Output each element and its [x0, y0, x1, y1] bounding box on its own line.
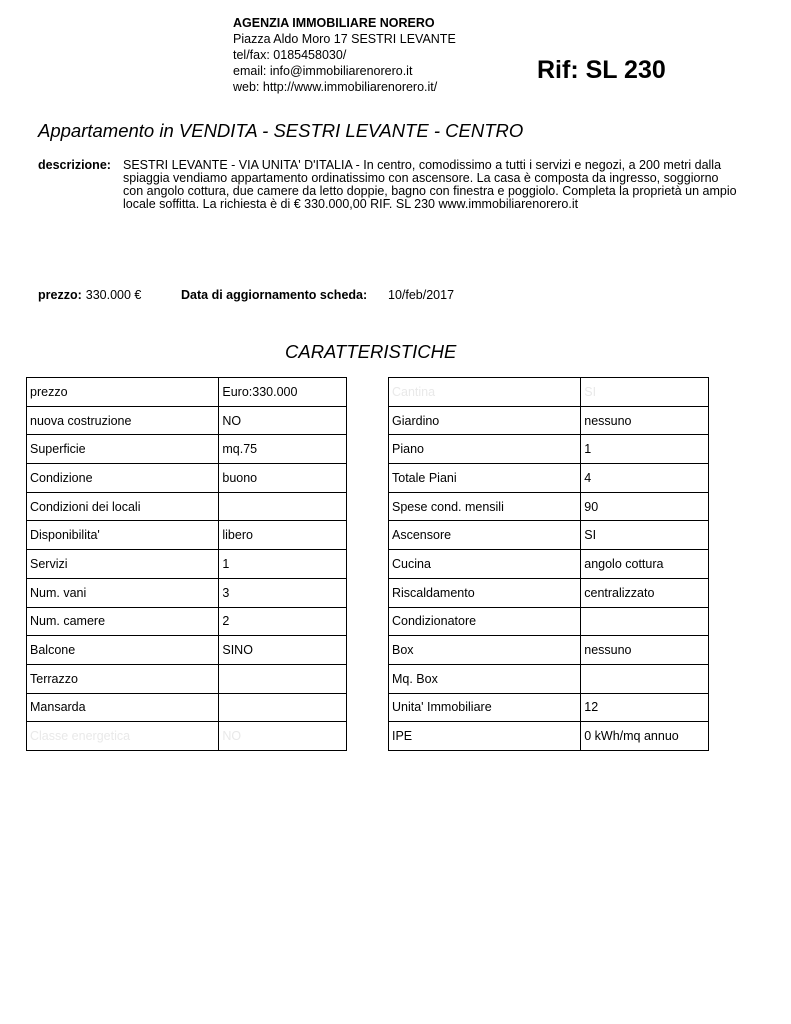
feature-key: Disponibilita' — [27, 521, 219, 550]
feature-key: Mq. Box — [389, 664, 581, 693]
agency-phone: tel/fax: 0185458030/ — [233, 48, 347, 62]
feature-row — [389, 693, 709, 722]
feature-key: Unita' Immobiliare — [389, 693, 581, 722]
feature-value: libero — [219, 521, 347, 550]
feature-value — [581, 607, 709, 636]
update-date-value: 10/feb/2017 — [388, 288, 455, 302]
feature-value — [581, 664, 709, 693]
feature-row — [27, 636, 347, 665]
feature-key: Balcone — [27, 636, 219, 665]
feature-key: Num. camere — [27, 607, 219, 636]
feature-row — [27, 492, 347, 521]
feature-row — [389, 607, 709, 636]
agency-name: AGENZIA IMMOBILIARE NORERO — [233, 16, 435, 30]
feature-row — [27, 435, 347, 464]
feature-value: NO — [219, 406, 347, 435]
feature-key: Spese cond. mensili — [389, 492, 581, 521]
feature-value: angolo cottura — [581, 550, 709, 579]
feature-key: Mansarda — [27, 693, 219, 722]
feature-key: Condizioni dei locali — [27, 492, 219, 521]
feature-row — [27, 464, 347, 493]
feature-value: nessuno — [581, 406, 709, 435]
feature-value — [219, 664, 347, 693]
feature-value: 1 — [581, 435, 709, 464]
feature-value: mq.75 — [219, 435, 347, 464]
feature-key: Cantina — [389, 378, 581, 407]
feature-row — [389, 578, 709, 607]
feature-row — [27, 521, 347, 550]
agency-email: email: info@immobiliarenorero.it — [233, 64, 413, 78]
feature-row — [27, 378, 347, 407]
feature-value — [219, 492, 347, 521]
feature-value: 0 kWh/mq annuo — [581, 722, 709, 751]
feature-value: 2 — [219, 607, 347, 636]
feature-key: Condizionatore — [389, 607, 581, 636]
feature-row — [389, 406, 709, 435]
feature-row — [389, 664, 709, 693]
feature-value: buono — [219, 464, 347, 493]
feature-value: Euro:330.000 — [219, 378, 347, 407]
update-date-label: Data di aggiornamento scheda: — [181, 288, 368, 302]
description-label: descrizione: — [38, 158, 111, 172]
features-table-right — [388, 377, 709, 751]
feature-row — [27, 578, 347, 607]
feature-value: SINO — [219, 636, 347, 665]
reference-code: Rif: SL 230 — [537, 56, 666, 84]
description-line: spiaggia vendiamo appartamento ordinatissimo con ascensore. La casa è composta da ingresso, soggiorno — [123, 171, 719, 185]
feature-key: Num. vani — [27, 578, 219, 607]
feature-value: centralizzato — [581, 578, 709, 607]
feature-row — [27, 664, 347, 693]
feature-row — [389, 378, 709, 407]
feature-value: 12 — [581, 693, 709, 722]
feature-key: Ascensore — [389, 521, 581, 550]
feature-key: Servizi — [27, 550, 219, 579]
feature-value: SI — [581, 521, 709, 550]
section-title: CARATTERISTICHE — [285, 341, 457, 362]
feature-value: NO — [219, 722, 347, 751]
feature-value: 4 — [581, 464, 709, 493]
feature-row — [27, 406, 347, 435]
feature-row — [389, 636, 709, 665]
price-value: 330.000 € — [85, 288, 142, 302]
agency-address: Piazza Aldo Moro 17 SESTRI LEVANTE — [233, 32, 456, 46]
feature-value — [219, 693, 347, 722]
feature-row — [389, 492, 709, 521]
feature-key: Terrazzo — [27, 664, 219, 693]
features-table-left — [26, 377, 347, 751]
feature-row — [389, 464, 709, 493]
feature-value: SI — [581, 378, 709, 407]
description-line: locale soffitta. La richiesta è di € 330.000,00 RIF. SL 230 www.immobiliarenorero.it — [123, 197, 579, 211]
feature-row — [27, 550, 347, 579]
feature-row — [389, 435, 709, 464]
feature-key: Condizione — [27, 464, 219, 493]
feature-key: IPE — [389, 722, 581, 751]
feature-row — [27, 693, 347, 722]
feature-row — [389, 521, 709, 550]
feature-key: prezzo — [27, 378, 219, 407]
feature-row — [389, 722, 709, 751]
feature-key: Riscaldamento — [389, 578, 581, 607]
description-line: SESTRI LEVANTE - VIA UNITA' D'ITALIA - In centro, comodissimo a tutti i servizi e negozi, a 200 metri dalla — [123, 158, 722, 172]
agency-header — [233, 15, 456, 95]
listing-title: Appartamento in VENDITA - SESTRI LEVANTE - CENTRO — [38, 120, 524, 141]
feature-key: Totale Piani — [389, 464, 581, 493]
feature-value: 3 — [219, 578, 347, 607]
feature-row — [27, 607, 347, 636]
feature-key: Piano — [389, 435, 581, 464]
feature-key: Superficie — [27, 435, 219, 464]
price-label: prezzo: — [38, 288, 82, 302]
agency-web: web: http://www.immobiliarenorero.it/ — [233, 80, 438, 94]
feature-row — [389, 550, 709, 579]
feature-value: 1 — [219, 550, 347, 579]
feature-key: Cucina — [389, 550, 581, 579]
feature-key: Classe energetica — [27, 722, 219, 751]
description-text — [123, 159, 763, 211]
feature-key: Box — [389, 636, 581, 665]
feature-value: nessuno — [581, 636, 709, 665]
price-row — [38, 288, 455, 302]
description-line: con angolo cottura, due camere da letto doppie, bagno con finestra e poggiolo. Completa la proprietà un ampio — [123, 184, 737, 198]
feature-value: 90 — [581, 492, 709, 521]
feature-key: Giardino — [389, 406, 581, 435]
feature-row — [27, 722, 347, 751]
feature-key: nuova costruzione — [27, 406, 219, 435]
